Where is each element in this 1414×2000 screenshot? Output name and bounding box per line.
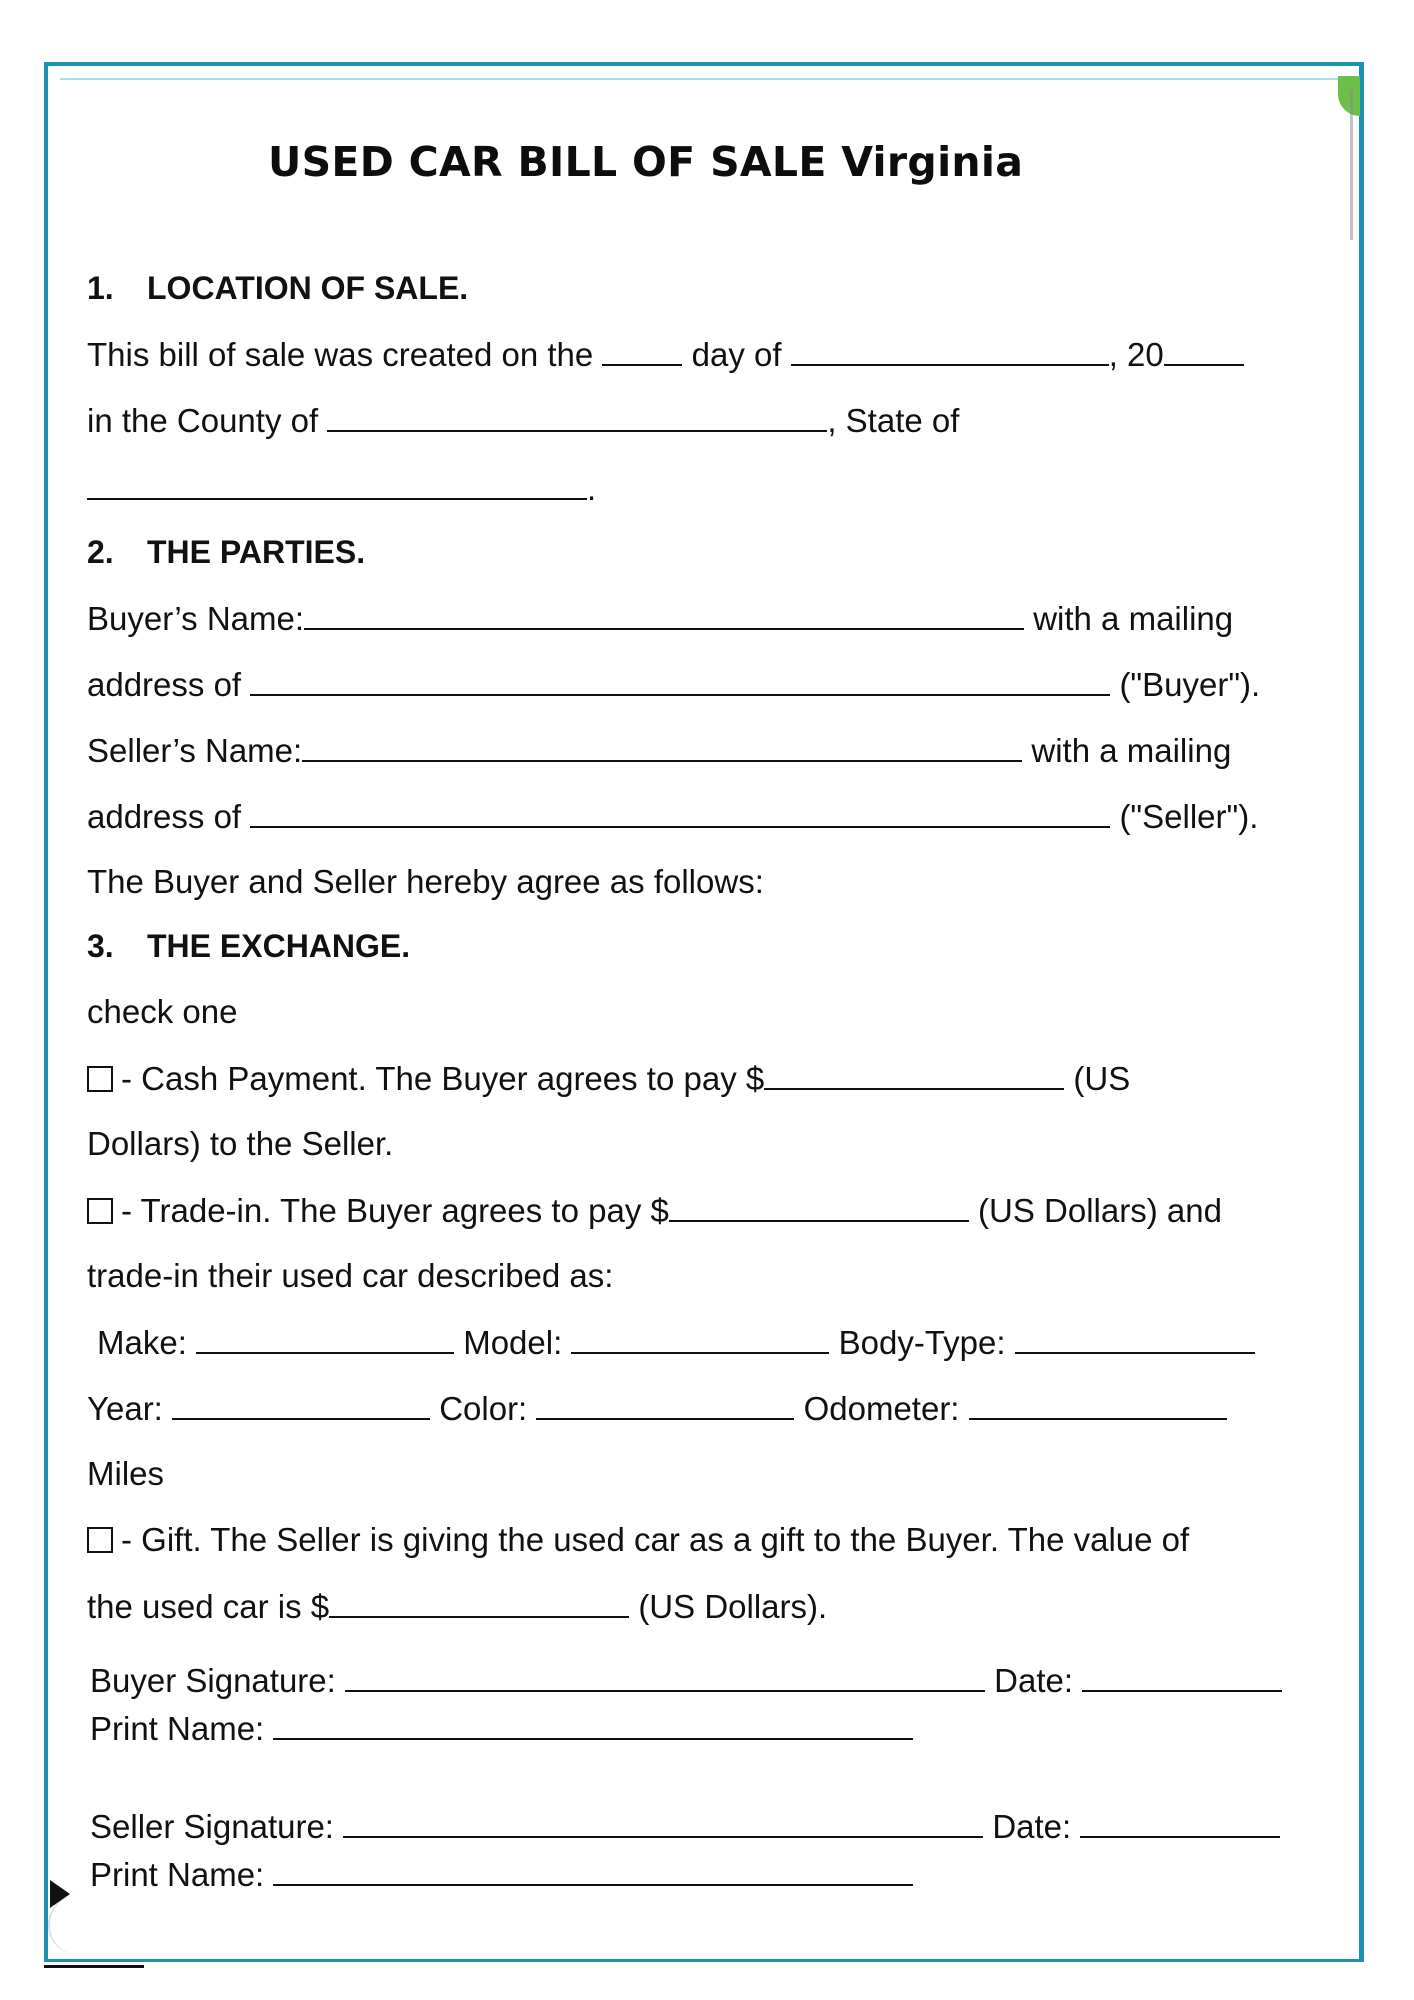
seller-print-name-line (90, 1854, 913, 1895)
text: This bill of sale was created on the (87, 336, 594, 373)
seller-name-field[interactable] (302, 730, 1022, 762)
print-name-label: Print Name: (90, 1710, 265, 1747)
seller-print-name-field[interactable] (273, 1854, 913, 1886)
buyer-print-name-line (90, 1708, 913, 1749)
section-3-heading (87, 926, 410, 966)
state-line (87, 468, 596, 509)
vehicle-year-field[interactable] (172, 1388, 430, 1420)
seller-signature-line (90, 1806, 1280, 1847)
gift-line (87, 1520, 1189, 1560)
odometer-label: Odometer: (803, 1390, 960, 1427)
odometer-field[interactable] (969, 1388, 1227, 1420)
model-label: Model: (463, 1324, 563, 1361)
cash-checkbox[interactable] (87, 1066, 113, 1092)
sale-date-line (87, 334, 1244, 375)
section-title: THE PARTIES. (147, 534, 366, 570)
miles-label: Miles (87, 1455, 165, 1492)
model-field[interactable] (571, 1322, 829, 1354)
seller-address-field[interactable] (250, 796, 1110, 828)
text: with a mailing (1031, 732, 1232, 769)
state-field[interactable] (87, 468, 587, 500)
top-rule (60, 78, 1354, 80)
text: with a mailing (1033, 600, 1234, 637)
buyer-name-label: Buyer’s Name: (87, 600, 305, 637)
trade-in-line-2: trade-in their used car described as: (87, 1257, 614, 1294)
text: ("Buyer"). (1119, 666, 1261, 703)
section-2-heading (87, 532, 365, 572)
gift-checkbox[interactable] (87, 1527, 113, 1553)
seller-name-label: Seller’s Name: (87, 732, 303, 769)
trade-in-checkbox[interactable] (87, 1198, 113, 1224)
text: in the County of (87, 402, 319, 439)
agreement-line: The Buyer and Seller hereby agree as follows: (87, 863, 764, 900)
bottom-rule (44, 1945, 144, 1968)
date-label: Date: (994, 1662, 1074, 1699)
text: - Gift. The Seller is giving the used car as a gift to the Buyer. The value of (121, 1521, 1190, 1558)
text: day of (691, 336, 782, 373)
vehicle-make-line (97, 1322, 1255, 1363)
section-1-heading (87, 268, 468, 308)
text: - Cash Payment. The Buyer agrees to pay $ (121, 1060, 765, 1097)
color-label: Color: (439, 1390, 528, 1427)
text: , 20 (1108, 336, 1164, 373)
buyer-address-line (87, 664, 1260, 705)
buyer-signature-field[interactable] (345, 1660, 985, 1692)
gift-line-2 (87, 1586, 827, 1627)
text: address of (87, 798, 242, 835)
date-label: Date: (992, 1808, 1072, 1845)
buyer-name-field[interactable] (304, 598, 1024, 630)
text: . (587, 470, 597, 507)
document-title: USED CAR BILL OF SALE Virginia (268, 138, 1024, 186)
text: (US Dollars). (638, 1588, 828, 1625)
make-label: Make: (97, 1324, 187, 1361)
triangle-marker-icon (50, 1880, 70, 1908)
county-field[interactable] (327, 400, 827, 432)
buyer-address-field[interactable] (250, 664, 1110, 696)
seller-signature-label: Seller Signature: (90, 1808, 334, 1845)
seller-address-line (87, 796, 1258, 837)
seller-date-field[interactable] (1080, 1806, 1280, 1838)
buyer-date-field[interactable] (1082, 1660, 1282, 1692)
cash-payment-line (87, 1058, 1130, 1099)
text: (US Dollars) and (978, 1192, 1222, 1229)
trade-amount-field[interactable] (669, 1190, 969, 1222)
body-type-label: Body-Type: (838, 1324, 1006, 1361)
seller-signature-field[interactable] (343, 1806, 983, 1838)
section-title: THE EXCHANGE. (147, 928, 411, 964)
section-title: LOCATION OF SALE. (147, 270, 469, 306)
body-type-field[interactable] (1015, 1322, 1255, 1354)
year-field[interactable] (1164, 334, 1244, 366)
text: address of (87, 666, 242, 703)
color-field[interactable] (536, 1388, 794, 1420)
section-number: 3. (87, 928, 114, 964)
seller-name-line (87, 730, 1231, 771)
cash-amount-field[interactable] (764, 1058, 1064, 1090)
text: the used car is $ (87, 1588, 330, 1625)
edge-shadow (1350, 90, 1353, 240)
text: (US (1073, 1060, 1131, 1097)
county-line (87, 400, 959, 441)
buyer-signature-label: Buyer Signature: (90, 1662, 336, 1699)
month-field[interactable] (791, 334, 1109, 366)
cash-payment-line-2: Dollars) to the Seller. (87, 1125, 394, 1162)
print-name-label: Print Name: (90, 1856, 265, 1893)
section-number: 2. (87, 534, 114, 570)
day-field[interactable] (602, 334, 682, 366)
section-number: 1. (87, 270, 114, 306)
text: , State of (827, 402, 960, 439)
make-field[interactable] (196, 1322, 454, 1354)
gift-value-field[interactable] (329, 1586, 629, 1618)
text: - Trade-in. The Buyer agrees to pay $ (121, 1192, 669, 1229)
trade-in-line (87, 1190, 1222, 1231)
check-one-label: check one (87, 993, 238, 1030)
buyer-print-name-field[interactable] (273, 1708, 913, 1740)
text: ("Seller"). (1119, 798, 1259, 835)
vehicle-year-line (87, 1388, 1227, 1429)
buyer-signature-line (90, 1660, 1282, 1701)
buyer-name-line (87, 598, 1233, 639)
year-label: Year: (87, 1390, 163, 1427)
